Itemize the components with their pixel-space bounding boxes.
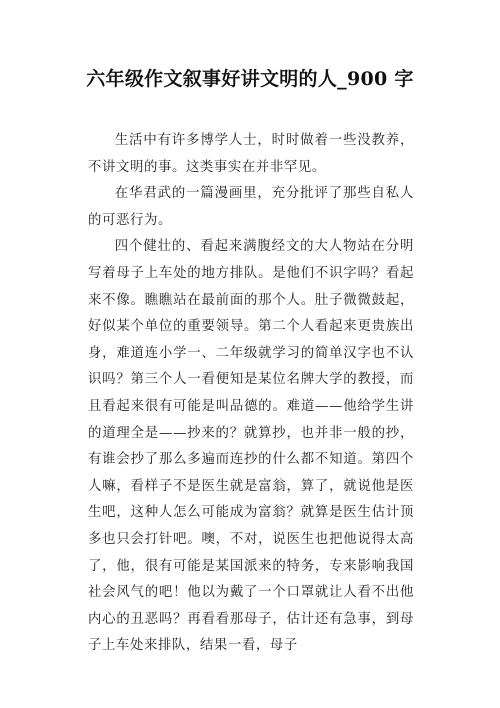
document-title: 六年级作文叙事好讲文明的人_900 字 [86,68,414,90]
paragraph-1: 生活中有许多博学人士，时时做着一些没教养，不讲文明的事。这类事实在并非罕见。 [88,133,414,175]
paragraph-2: 在华君武的一篇漫画里，充分批评了那些自私人的可恶行为。 [88,186,414,228]
document-body [88,128,414,660]
paragraph-3: 四个健壮的、看起来满腹经文的大人物站在分明写着母子上车处的地方排队。是他们不识字吗？看起来不像。瞧瞧站在最前面的那个人。肚子微微鼓起，好似某个单位的重要领导。第二个人看起来更贵族出身，难道连小学一、二年级就学习的简单汉字也不认识吗？第三个人一看便知是某位名牌大学的教授，而且看起来很有可能是叫品德的。难道——他给学生讲的道理全是——抄来的？就算抄，也并非一般的抄，有谁会抄了那么多遍而连抄的什么都不知道。第四个人嘛，看样子不是医生就是富翁，算了，就说他是医生吧，这种人怎么可能成为富翁？就算是医生估计顶多也只会打针吧。噢，不对，说医生也把他说得太高了，他，很有可能是某国派来的特务，专来影响我国社会风气的吧！他以为戴了一个口罩就让人看不出他内心的丑恶吗？再看看那母子，估计还有急事，到母子上车处来排队，结果一看，母子 [88,239,414,654]
